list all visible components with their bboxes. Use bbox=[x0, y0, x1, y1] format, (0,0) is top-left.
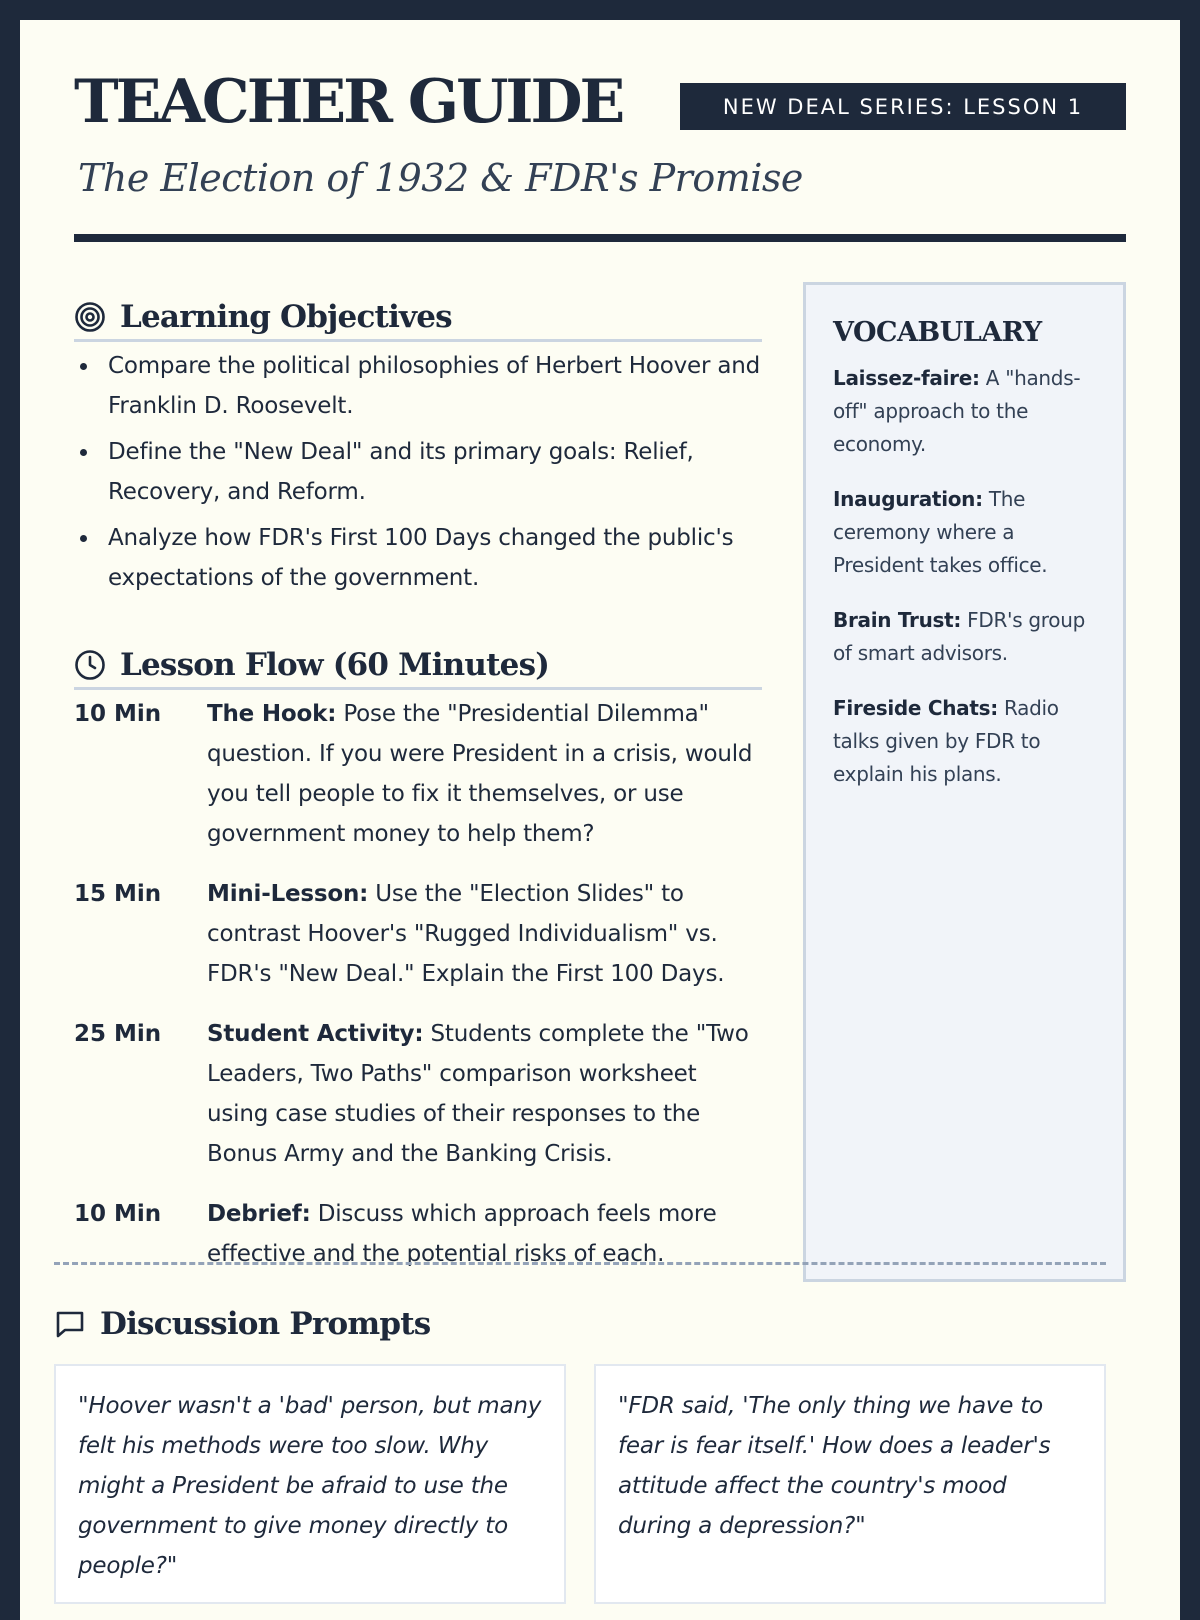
main-content bbox=[74, 242, 1126, 1282]
flow-step-time: 10 Min bbox=[74, 1201, 162, 1227]
vocabulary-term: Inauguration: bbox=[833, 487, 983, 511]
flow-step-title: Mini-Lesson: bbox=[207, 881, 369, 907]
flow-step-description: Use the "Election Slides" to contrast Hoover's "Rugged Individualism" vs. FDR's "New Deal." Explain the First 100 Days. bbox=[207, 881, 725, 987]
flow-step-title: Debrief: bbox=[207, 1201, 311, 1227]
lesson-flow-list bbox=[74, 694, 762, 1294]
discussion-prompt-card: "Hoover wasn't a 'bad' person, but many felt his methods were too slow. Why might a President be afraid to use the government to give money directly to people?" bbox=[54, 1364, 566, 1604]
flow-step bbox=[74, 874, 762, 994]
series-badge: NEW DEAL SERIES: LESSON 1 bbox=[680, 83, 1126, 130]
discussion-prompt-card: "FDR said, 'The only thing we have to fear is fear itself.' How does a leader's attitude affect the country's mood during a depression?" bbox=[594, 1364, 1106, 1604]
vocabulary-definition: The ceremony where a President takes office. bbox=[833, 487, 1048, 577]
guide-header bbox=[74, 20, 1126, 242]
flow-step bbox=[74, 1014, 762, 1174]
objectives-heading-label: Learning Objectives bbox=[120, 298, 452, 335]
objective-item: Define the "New Deal" and its primary goals: Relief, Recovery, and Reform. bbox=[74, 432, 762, 512]
objective-item: Compare the political philosophies of Herbert Hoover and Franklin D. Roosevelt. bbox=[74, 346, 762, 426]
flow-step-title: Student Activity: bbox=[207, 1021, 424, 1047]
page-title: TEACHER GUIDE bbox=[74, 67, 623, 137]
section-divider bbox=[54, 1262, 1106, 1265]
vocabulary-term: Laissez-faire: bbox=[833, 366, 980, 390]
target-icon bbox=[74, 301, 106, 333]
flow-step-description: Pose the "Presidential Dilemma" question. If you were President in a crisis, would you tell people to fix it themselves, or use government money to help them? bbox=[207, 701, 753, 847]
flow-step-description: Students complete the "Two Leaders, Two Paths" comparison worksheet using case studies of their responses to the Bonus Army and the Banking Crisis. bbox=[207, 1021, 749, 1167]
flow-step bbox=[74, 694, 762, 854]
flow-step-title: The Hook: bbox=[207, 701, 337, 727]
objective-item: Analyze how FDR's First 100 Days changed the public's expectations of the government. bbox=[74, 518, 762, 598]
flow-step-time: 15 Min bbox=[74, 881, 162, 907]
flow-step-description: Discuss which approach feels more effective and the potential risks of each. bbox=[207, 1201, 717, 1267]
vocabulary-item bbox=[833, 692, 1097, 791]
objectives-list bbox=[74, 346, 762, 604]
discussion-heading bbox=[54, 1306, 1106, 1342]
flow-step-text bbox=[207, 694, 762, 854]
flow-step-time: 10 Min bbox=[74, 701, 162, 727]
flow-step-text bbox=[207, 1014, 762, 1174]
lesson-flow-heading-label: Lesson Flow (60 Minutes) bbox=[120, 646, 550, 683]
discussion-heading-label: Discussion Prompts bbox=[100, 1306, 431, 1342]
vocabulary-definition: Radio talks given by FDR to explain his plans. bbox=[833, 696, 1059, 786]
vocabulary-definition: FDR's group of smart advisors. bbox=[833, 608, 1085, 665]
page-subtitle: The Election of 1932 & FDR's Promise bbox=[78, 156, 803, 200]
lesson-flow-heading bbox=[74, 642, 762, 690]
objectives-heading bbox=[74, 294, 762, 342]
vocabulary-box bbox=[803, 282, 1126, 1282]
flow-step-text bbox=[207, 874, 762, 994]
vocabulary-term: Brain Trust: bbox=[833, 608, 962, 632]
flow-step-time: 25 Min bbox=[74, 1021, 162, 1047]
clock-icon bbox=[74, 649, 106, 681]
vocabulary-definition: A "hands-off" approach to the economy. bbox=[833, 366, 1081, 456]
vocabulary-item bbox=[833, 362, 1097, 461]
vocabulary-item bbox=[833, 483, 1097, 582]
vocabulary-item bbox=[833, 604, 1097, 670]
vocabulary-title: VOCABULARY bbox=[833, 317, 1042, 348]
vocabulary-term: Fireside Chats: bbox=[833, 696, 998, 720]
speech-bubble-icon bbox=[54, 1308, 86, 1340]
